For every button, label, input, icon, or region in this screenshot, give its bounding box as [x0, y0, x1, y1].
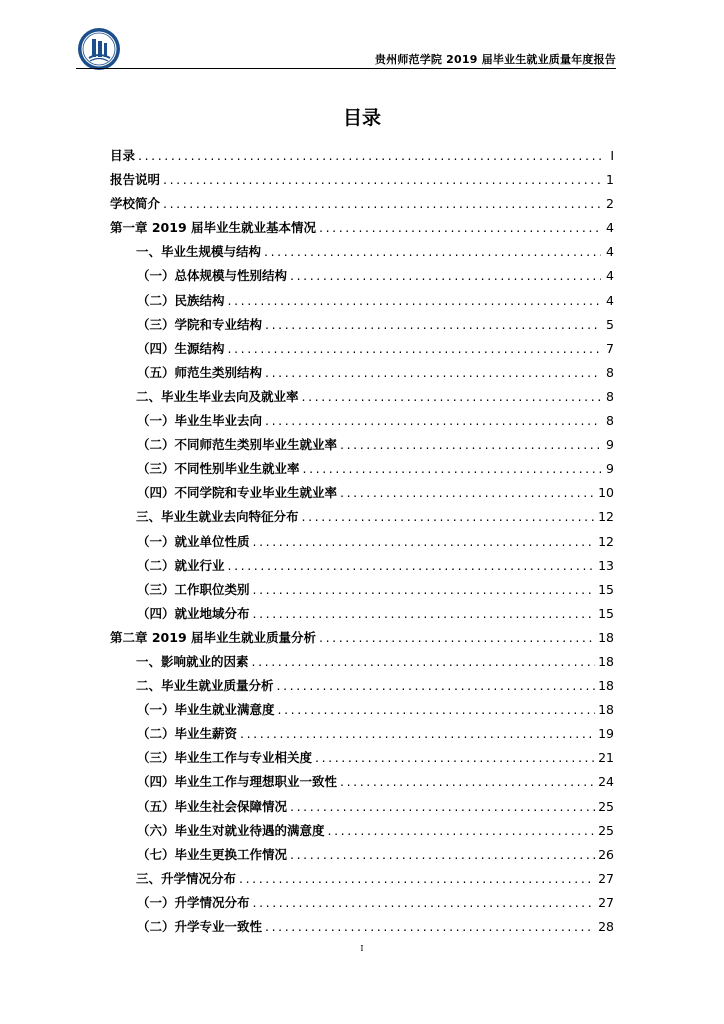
toc-entry[interactable] [110, 313, 614, 337]
toc-entry[interactable] [110, 337, 614, 361]
toc-dot-leader [228, 289, 601, 313]
toc-dot-leader [239, 867, 595, 891]
toc-entry-title: （三）不同性别毕业生就业率 [137, 461, 300, 477]
toc-entry-title: （二）不同师范生类别毕业生就业率 [137, 437, 338, 453]
toc-entry-page: 4 [606, 268, 614, 284]
toc-entry-title: （二）民族结构 [137, 292, 225, 308]
page-number: I [360, 944, 364, 953]
toc-entry[interactable] [110, 530, 614, 554]
toc-dot-leader [303, 457, 601, 481]
toc-entry-title: （一）毕业生就业满意度 [137, 702, 275, 718]
toc-entry-page: 13 [598, 557, 614, 573]
toc-entry[interactable] [110, 578, 614, 602]
toc-entry-page: 4 [606, 292, 614, 308]
toc-entry-title: （四）生源结构 [137, 340, 225, 356]
toc-entry-title: （五）毕业生社会保障情况 [137, 798, 288, 814]
toc-entry-title: 学校简介 [110, 196, 161, 212]
toc-dot-leader [252, 650, 596, 674]
toc-dot-leader [240, 722, 595, 746]
toc-entry-title: （四）不同学院和专业毕业生就业率 [137, 485, 338, 501]
toc-entry[interactable] [110, 409, 614, 433]
toc-entry[interactable] [110, 216, 614, 240]
toc-entry-title: 一、毕业生规模与结构 [136, 244, 262, 260]
toc-entry-page: 8 [606, 413, 614, 429]
toc-entry-page: 4 [606, 220, 614, 236]
toc-entry-title: 二、毕业生毕业去向及就业率 [136, 388, 299, 404]
toc-entry-title: （六）毕业生对就业待遇的满意度 [137, 822, 325, 838]
toc-entry[interactable] [110, 867, 614, 891]
toc-entry[interactable] [110, 746, 614, 770]
toc-entry-page: 12 [598, 509, 614, 525]
toc-entry-page: 24 [598, 774, 614, 790]
toc-dot-leader [277, 674, 596, 698]
report-header-title: 贵州师范学院 2019 届毕业生就业质量年度报告 [374, 53, 616, 66]
toc-dot-leader [253, 578, 596, 602]
toc-entry-page: 8 [606, 388, 614, 404]
toc-entry-page: 18 [598, 702, 614, 718]
toc-entry-page: 15 [598, 581, 614, 597]
toc-dot-leader [253, 602, 596, 626]
toc-entry-title: （一）就业单位性质 [137, 533, 250, 549]
toc-entry-title: （二）升学专业一致性 [137, 919, 263, 934]
toc-dot-leader [265, 313, 601, 337]
toc-entry-page: 26 [598, 846, 614, 862]
toc-entry-page: 18 [598, 653, 614, 669]
toc-entry-title: （一）毕业生毕业去向 [137, 413, 263, 429]
toc-entry-page: 5 [606, 316, 614, 332]
toc-entry[interactable] [110, 602, 614, 626]
toc-entry[interactable] [110, 554, 614, 578]
toc-dot-leader [138, 144, 601, 168]
toc-dot-leader [340, 770, 595, 794]
toc-entry-title: 报告说明 [110, 172, 161, 188]
toc-entry-title: 第一章 2019 届毕业生就业基本情况 [110, 220, 316, 236]
toc-entry[interactable] [110, 770, 614, 794]
toc-dot-leader [228, 554, 596, 578]
toc-entry[interactable] [110, 361, 614, 385]
toc-entry-page: 21 [598, 750, 614, 766]
toc-entry-title: （七）毕业生更换工作情况 [137, 846, 288, 862]
toc-entry-title: （三）工作职位类别 [137, 581, 250, 597]
toc-entry[interactable] [110, 843, 614, 867]
toc-dot-leader [253, 530, 596, 554]
toc-entry[interactable] [110, 240, 614, 264]
toc-entry[interactable] [110, 385, 614, 409]
toc-entry[interactable] [110, 819, 614, 843]
toc-entry[interactable] [110, 481, 614, 505]
toc-entry-title: 目录 [110, 148, 136, 163]
toc-dot-leader [290, 264, 601, 288]
toc-entry[interactable] [110, 626, 614, 650]
toc-entry-page: 18 [598, 629, 614, 645]
toc-entry-page: 27 [598, 894, 614, 910]
toc-entry-title: （五）师范生类别结构 [137, 364, 263, 380]
toc-entry[interactable] [110, 698, 614, 722]
toc-dot-leader [253, 891, 596, 915]
toc-entry-page: 2 [606, 196, 614, 212]
toc-entry-page: 12 [598, 533, 614, 549]
toc-dot-leader [290, 795, 595, 819]
header-divider [76, 68, 616, 69]
toc-entry-page: 28 [598, 919, 614, 934]
toc-entry-page: 25 [598, 822, 614, 838]
toc-entry-page: 4 [606, 244, 614, 260]
toc-dot-leader [315, 746, 595, 770]
toc-entry[interactable] [110, 457, 614, 481]
toc-entry[interactable] [110, 505, 614, 529]
toc-heading: 目录 [342, 107, 381, 129]
toc-entry-page: 9 [606, 461, 614, 477]
toc-entry-title: 三、毕业生就业去向特征分布 [136, 509, 299, 525]
university-seal-icon [77, 27, 121, 71]
toc-entry-title: （四）毕业生工作与理想职业一致性 [137, 774, 338, 790]
toc-entry-title: 第二章 2019 届毕业生就业质量分析 [110, 629, 316, 645]
toc-entry-page: 18 [598, 678, 614, 694]
toc-entry[interactable] [110, 650, 614, 674]
toc-entry-title: （一）升学情况分布 [137, 894, 250, 910]
toc-dot-leader [163, 192, 601, 216]
toc-entry[interactable] [110, 674, 614, 698]
toc-dot-leader [278, 698, 596, 722]
toc-entry[interactable] [110, 144, 614, 168]
toc-entry-page: 7 [606, 340, 614, 356]
toc-entry-title: 三、升学情况分布 [136, 870, 237, 886]
toc-dot-leader [302, 505, 596, 529]
toc-entry[interactable] [110, 289, 614, 313]
toc-entry[interactable] [110, 264, 614, 288]
toc-entry[interactable] [110, 168, 614, 192]
toc-entry-page: 1 [606, 172, 614, 188]
toc-entry[interactable] [110, 915, 614, 939]
toc-entry-page: 9 [606, 437, 614, 453]
toc-dot-leader [264, 240, 601, 264]
toc-entry-page: I [610, 148, 614, 163]
toc-entry-page: 8 [606, 364, 614, 380]
toc-entry[interactable] [110, 192, 614, 216]
toc-entry-page: 27 [598, 870, 614, 886]
toc-dot-leader [290, 843, 595, 867]
toc-dot-leader [340, 481, 595, 505]
toc-entry-page: 15 [598, 605, 614, 621]
toc-entry-title: （四）就业地域分布 [137, 605, 250, 621]
toc-entry[interactable] [110, 891, 614, 915]
toc-dot-leader [228, 337, 601, 361]
toc-entry[interactable] [110, 433, 614, 457]
toc-entry-title: （二）就业行业 [137, 557, 225, 573]
toc-dot-leader [163, 168, 601, 192]
toc-entry[interactable] [110, 722, 614, 746]
toc-entry-title: （二）毕业生薪资 [137, 726, 238, 742]
toc-dot-leader [265, 409, 601, 433]
toc-dot-leader [319, 626, 595, 650]
toc-entry-title: （一）总体规模与性别结构 [137, 268, 288, 284]
toc-entry-title: （三）毕业生工作与专业相关度 [137, 750, 313, 766]
toc-entry-title: 一、影响就业的因素 [136, 653, 249, 669]
toc-dot-leader [265, 361, 601, 385]
toc-entry-title: （三）学院和专业结构 [137, 316, 263, 332]
toc-entry-title: 二、毕业生就业质量分析 [136, 678, 274, 694]
toc-dot-leader [265, 915, 595, 939]
toc-entry-page: 10 [598, 485, 614, 501]
toc-entry-page: 19 [598, 726, 614, 742]
toc-dot-leader [302, 385, 601, 409]
toc-dot-leader [328, 819, 596, 843]
toc-entry-page: 25 [598, 798, 614, 814]
toc-entry[interactable] [110, 795, 614, 819]
toc-dot-leader [340, 433, 601, 457]
table-of-contents [110, 144, 614, 939]
toc-dot-leader [319, 216, 601, 240]
